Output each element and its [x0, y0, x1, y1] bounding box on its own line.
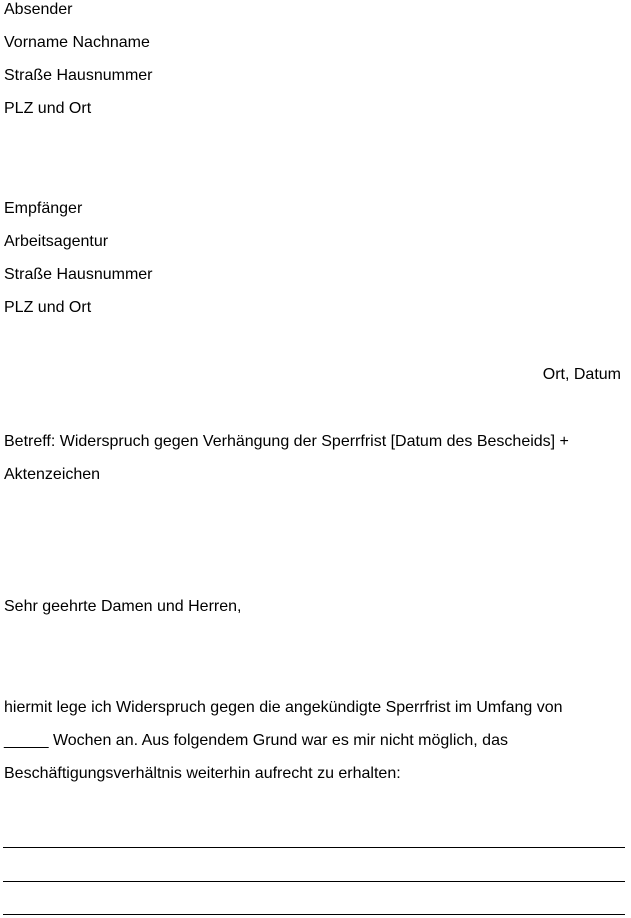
- place-date: Ort, Datum: [542, 366, 621, 383]
- body-line-1: hiermit lege ich Widerspruch gegen die angekündigte Sperrfrist im Umfang von: [4, 699, 563, 716]
- body-line-2: _____ Wochen an. Aus folgendem Grund war es mir nicht möglich, das: [4, 732, 508, 749]
- write-line: [3, 847, 625, 848]
- sender-street: Straße Hausnummer: [4, 67, 153, 84]
- recipient-city: PLZ und Ort: [4, 299, 92, 316]
- salutation: Sehr geehrte Damen und Herren,: [4, 598, 242, 615]
- write-line: [3, 914, 625, 915]
- subject-line-2: Aktenzeichen: [4, 466, 101, 483]
- sender-name: Vorname Nachname: [4, 34, 150, 51]
- sender-heading: Absender: [4, 1, 73, 18]
- write-line: [3, 881, 625, 882]
- recipient-heading: Empfänger: [4, 200, 83, 217]
- recipient-name: Arbeitsagentur: [4, 233, 109, 250]
- subject-line-1: Betreff: Widerspruch gegen Verhängung der Sperrfrist [Datum des Bescheids] +: [4, 433, 569, 450]
- recipient-street: Straße Hausnummer: [4, 266, 153, 283]
- sender-city: PLZ und Ort: [4, 100, 92, 117]
- body-line-3: Beschäftigungsverhältnis weiterhin aufrecht zu erhalten:: [4, 765, 401, 782]
